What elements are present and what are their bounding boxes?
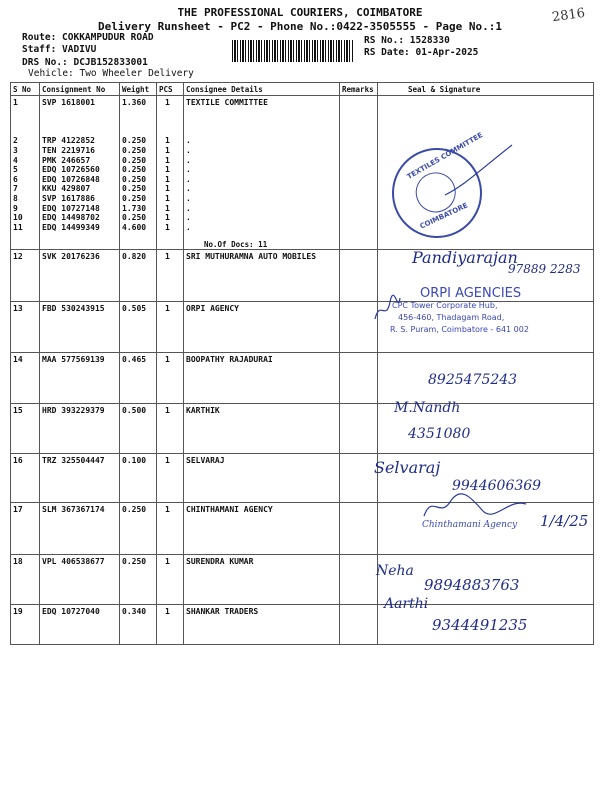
orpi-stamp-address-1: CPC Tower Corporate Hub,	[392, 301, 498, 310]
row-remarks	[340, 454, 378, 503]
col-header-remarks: Remarks	[340, 83, 378, 96]
row-consignment: MAA 577569139	[40, 353, 120, 404]
row-weight: 0.820	[120, 250, 157, 302]
signature-row12-phone: 97889 2283	[508, 262, 581, 276]
table-row	[11, 404, 594, 454]
row-remarks	[340, 605, 378, 645]
drs-number: DRS No.: DCJB152833001	[22, 57, 148, 68]
row-sno: 16	[11, 454, 40, 503]
row-consignment: HRD 393229379	[40, 404, 120, 454]
row-weight: 0.250	[120, 503, 157, 555]
seal-bottom-text: COIMBATORE	[418, 201, 470, 231]
signature-scribble-icon	[420, 492, 530, 522]
row-consignee: SHANKAR TRADERS	[184, 605, 340, 645]
table-header-row	[11, 83, 594, 96]
row-weight: 0.505	[120, 302, 157, 353]
row-consignee: SRI MUTHURAMNA AUTO MOBILES	[184, 250, 340, 302]
signature-row18-phone: 9894883763	[424, 576, 520, 594]
row-consignee: ORPI AGENCY	[184, 302, 340, 353]
row-sno: 13	[11, 302, 40, 353]
row-consignment: SLM 367367174	[40, 503, 120, 555]
row-consignee: SURENDRA KUMAR	[184, 555, 340, 605]
rs-date: RS Date: 01-Apr-2025	[364, 47, 479, 58]
signature-row19-name: Aarthi	[384, 596, 429, 612]
orpi-stamp-name: ORPI AGENCIES	[420, 286, 522, 301]
signature-row16-phone: 9944606369	[452, 478, 542, 494]
row-weight: 0.465	[120, 353, 157, 404]
staff-label: Staff: VADIVU	[22, 44, 97, 55]
row-weight: 0.100	[120, 454, 157, 503]
row-pcs: 1	[157, 302, 184, 353]
row-consignment: SVK 20176236	[40, 250, 120, 302]
signature-row15-name: M.Nandh	[394, 400, 461, 416]
row-pcs: 1	[157, 454, 184, 503]
row-pcs: 1	[157, 250, 184, 302]
orpi-stamp-address-2: 456-460, Thadagam Road,	[398, 313, 505, 322]
route-label: Route: COKKAMPUDUR ROAD	[22, 32, 154, 43]
row-remarks	[340, 353, 378, 404]
col-header-sno: S No	[11, 83, 40, 96]
col-header-weight: Weight	[120, 83, 157, 96]
signature-scribble-icon	[440, 140, 520, 210]
signature-scribble-icon	[372, 294, 402, 324]
no-of-docs: No.Of Docs: 11	[204, 240, 268, 250]
row-consignee: CHINTHAMANI AGENCY	[184, 503, 340, 555]
group1-consignments: SVP 1618001 TRP 4122852 TEN 2219716 PMK 246657 EDQ 10726560 EDQ 10726848 KKU 429807 SVP 1617886 EDQ 10727148 EDQ 14498702 EDQ 14499349	[40, 96, 120, 250]
orpi-stamp-address-3: R. S. Puram, Coimbatore - 641 002	[390, 325, 529, 334]
handwritten-page-number: 2816	[551, 5, 586, 26]
row-pcs: 1	[157, 404, 184, 454]
group1-remarks	[340, 96, 378, 250]
runsheet-subtitle: Delivery Runsheet - PC2 - Phone No.:0422-3505555 - Page No.:1	[98, 20, 502, 33]
signature-row14-phone: 8925475243	[428, 372, 518, 388]
group1-weights: 1.360 0.250 0.250 0.250 0.250 0.250 0.250 0.250 1.730 0.250 4.600	[120, 96, 157, 250]
row-consignee: BOOPATHY RAJADURAI	[184, 353, 340, 404]
chinthamani-stamp: Chinthamani Agency	[422, 520, 518, 530]
row-remarks	[340, 404, 378, 454]
row-consignee: SELVARAJ	[184, 454, 340, 503]
barcode-image	[232, 40, 354, 62]
group1-sno: 1 2 3 4 5 6 7 8 9 10 11	[11, 96, 40, 250]
col-header-pcs: PCS	[157, 83, 184, 96]
col-header-consignment: Consignment No	[40, 83, 120, 96]
row-sno: 17	[11, 503, 40, 555]
row-sno: 14	[11, 353, 40, 404]
row-consignment: FBD 530243915	[40, 302, 120, 353]
signature-row16-name: Selvaraj	[374, 458, 441, 477]
row-remarks	[340, 555, 378, 605]
row-weight: 0.500	[120, 404, 157, 454]
row-sno: 19	[11, 605, 40, 645]
row-pcs: 1	[157, 605, 184, 645]
signature-row17-date: 1/4/25	[540, 512, 589, 530]
row-sno: 18	[11, 555, 40, 605]
col-header-seal-signature: Seal & Signature	[378, 83, 594, 96]
row-sno: 12	[11, 250, 40, 302]
signature-row18-name: Neha	[376, 563, 414, 579]
signature-row19-phone: 9344491235	[432, 616, 528, 634]
group1-consignee: TEXTILE COMMITTEE . . . . . . . . . .	[186, 98, 268, 232]
signature-row12-name: Pandiyarajan	[412, 248, 518, 267]
row-pcs: 1	[157, 555, 184, 605]
rs-number: RS No.: 1528330	[364, 35, 450, 46]
group1-pcs: 1 1 1 1 1 1 1 1 1 1 1	[157, 96, 184, 250]
row-consignment: VPL 406538677	[40, 555, 120, 605]
row-consignee: KARTHIK	[184, 404, 340, 454]
group1-consignee-cell	[184, 96, 340, 250]
row-remarks	[340, 503, 378, 555]
row-pcs: 1	[157, 353, 184, 404]
row-weight: 0.340	[120, 605, 157, 645]
row-pcs: 1	[157, 503, 184, 555]
vehicle-label: Vehicle: Two Wheeler Delivery	[28, 68, 194, 79]
row-consignment: TRZ 325504447	[40, 454, 120, 503]
row-sno: 15	[11, 404, 40, 454]
row-weight: 0.250	[120, 555, 157, 605]
row-consignment: EDQ 10727040	[40, 605, 120, 645]
seal-top-text: TEXTILES COMMITTEE	[405, 131, 485, 181]
signature-row15-number: 4351080	[408, 426, 471, 442]
company-title: THE PROFESSIONAL COURIERS, COIMBATORE	[177, 6, 423, 19]
col-header-consignee: Consignee Details	[184, 83, 340, 96]
